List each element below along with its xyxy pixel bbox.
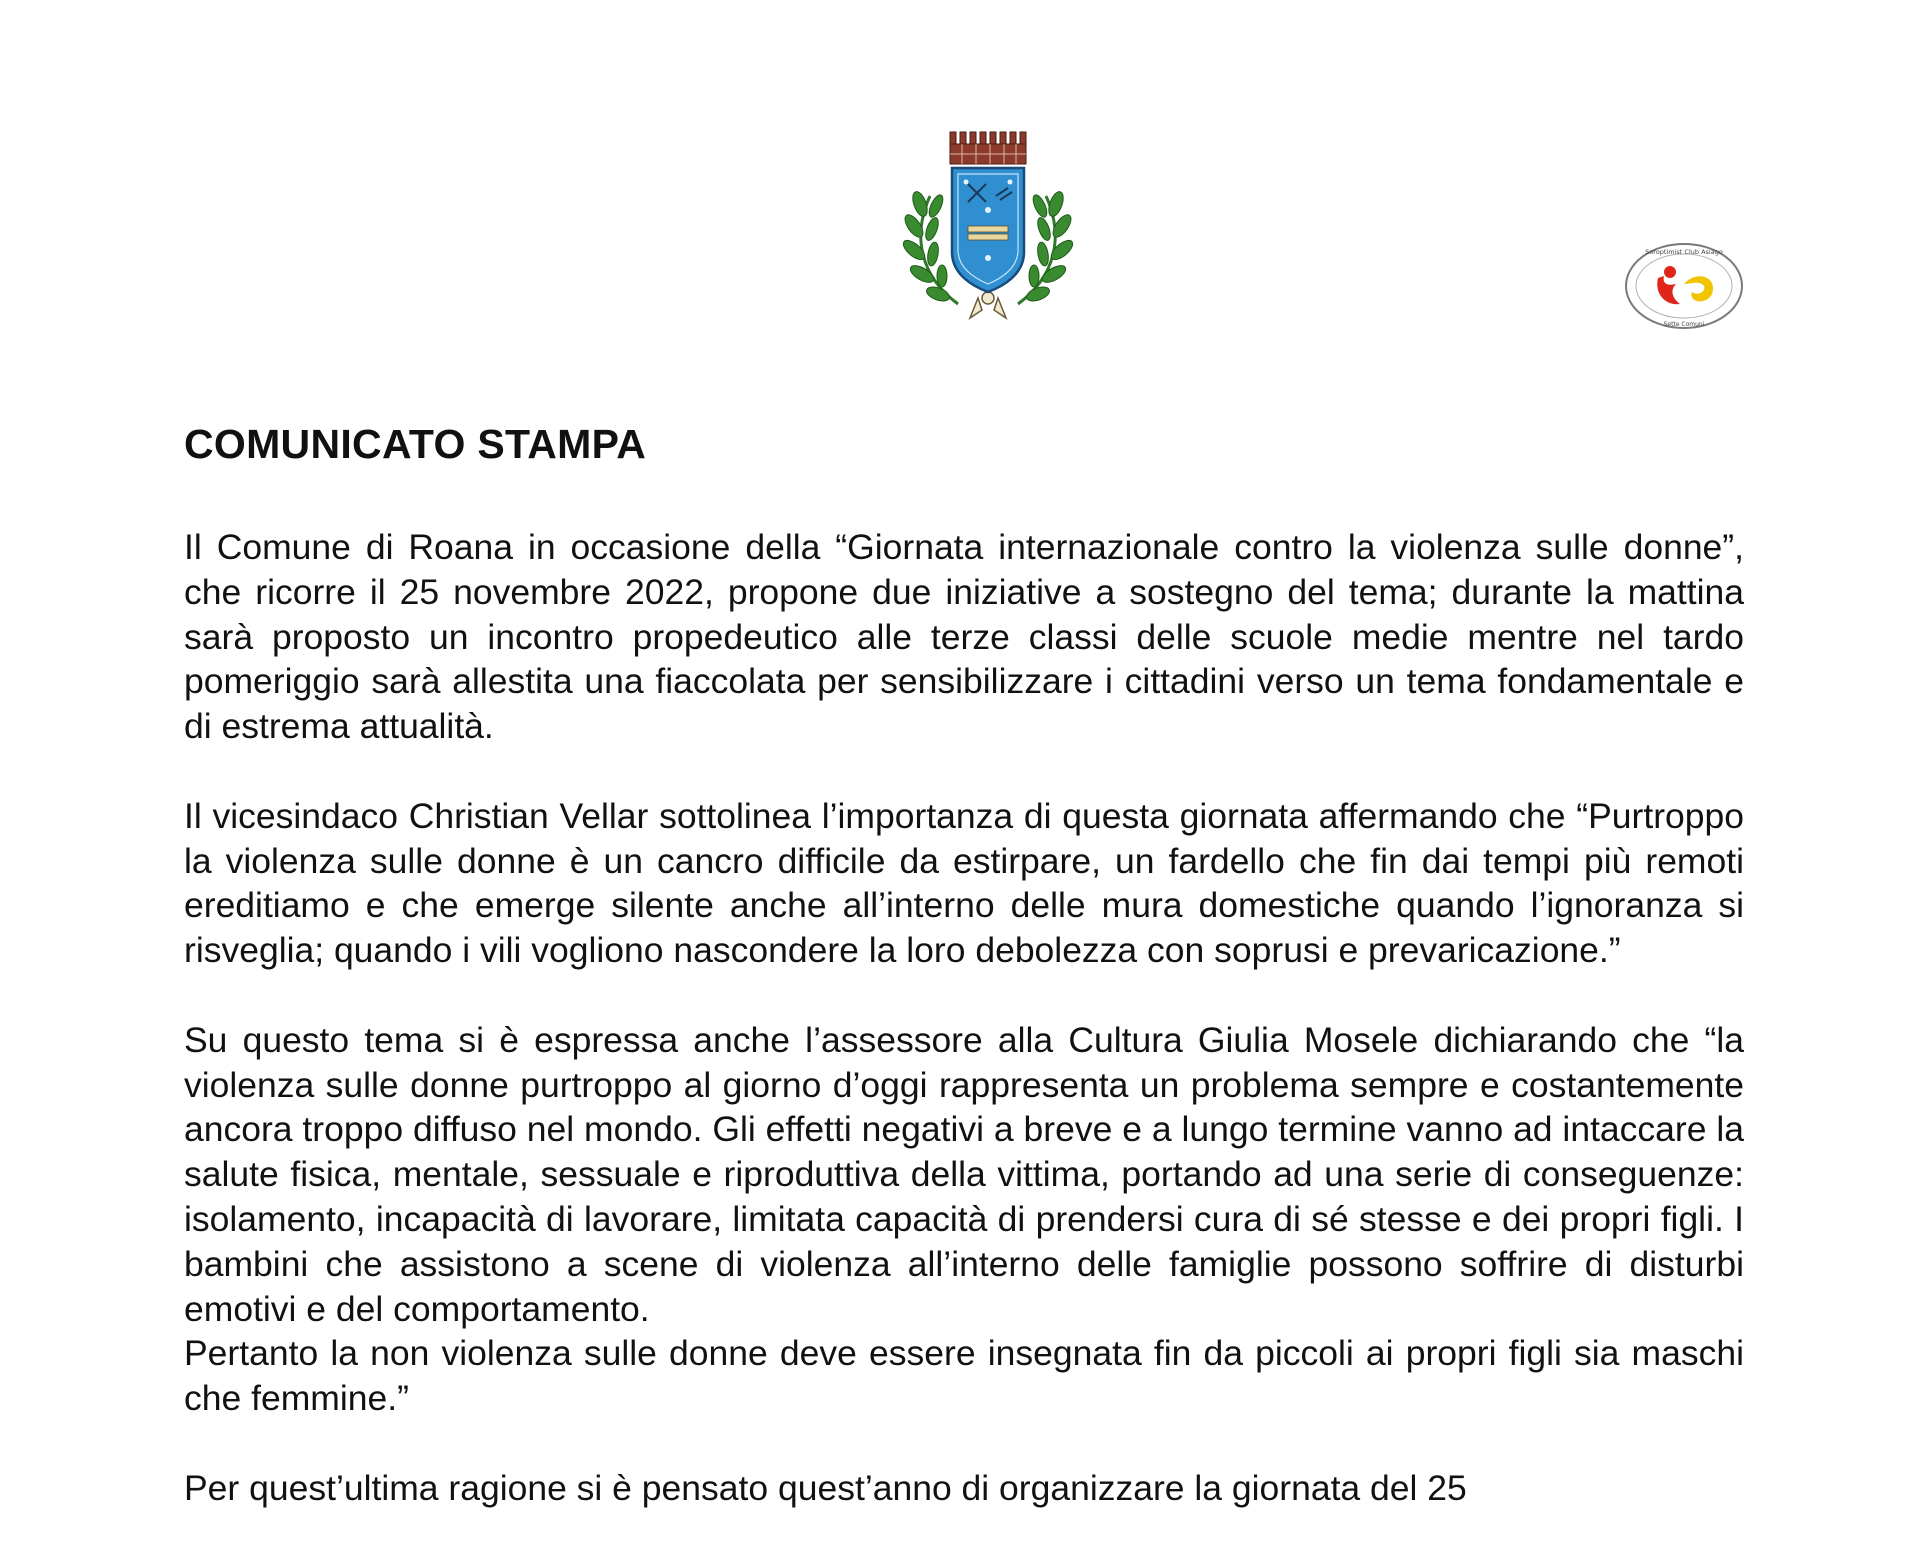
page-title: COMUNICATO STAMPA xyxy=(184,421,647,467)
document-body xyxy=(184,525,1744,1555)
association-logo-icon xyxy=(1622,240,1746,332)
paragraph-4: Pertanto la non violenza sulle donne deve essere insegnata fin da piccoli ai propri figli sia maschi che femmine.” xyxy=(184,1333,1744,1419)
paragraph-5: Per quest’ultima ragione si è pensato quest’anno di organizzare la giornata del 25 xyxy=(184,1467,1467,1508)
paragraph-2: Il vicesindaco Christian Vellar sottolinea l’importanza di questa giornata affermando che “Purtroppo la violenza sulle donne è un cancro difficile da estirpare, un fardello che fin dai tempi più remoti ereditiamo e che emerge silente anche all’interno delle mura domestiche quando l’ignoranza si risveglia; quando i vili vogliono nascondere la loro debolezza con soprusi e prevaricazione.” xyxy=(184,795,1744,971)
coat-of-arms-icon xyxy=(900,126,1076,320)
association-logo-bottom-text: Sette Comuni xyxy=(1663,321,1705,328)
paragraph-3: Su questo tema si è espressa anche l’assessore alla Cultura Giulia Mosele dichiarando che “la violenza sulle donne purtroppo al giorno d’oggi rappresenta un problema sempre e costantemente ancora troppo diffuso nel mondo. Gli effetti negativi a breve e a lungo termine vanno ad intaccare la salute fisica, mentale, sessuale e riproduttiva della vittima, portando ad una serie di conseguenze: isolamento, incapacità di lavorare, limitata capacità di prendersi cura di sé stesse e dei propri figli. I bambini che assistono a scene di violenza all’interno delle famiglie possono soffrire di disturbi emotivi e del comportamento. xyxy=(184,1019,1744,1329)
association-logo-top-text: Soroptimist Club Asiago xyxy=(1645,248,1723,256)
paragraph-1: Il Comune di Roana in occasione della “Giornata internazionale contro la violenza sulle donne”, che ricorre il 25 novembre 2022, propone due iniziative a sostegno del tema; durante la mattina sarà proposto un incontro propedeutico alle terze classi delle scuole medie mentre nel tardo pomeriggio sarà allestita una fiaccolata per sensibilizzare i cittadini verso un tema fondamentale e di estrema attualità. xyxy=(184,527,1744,747)
